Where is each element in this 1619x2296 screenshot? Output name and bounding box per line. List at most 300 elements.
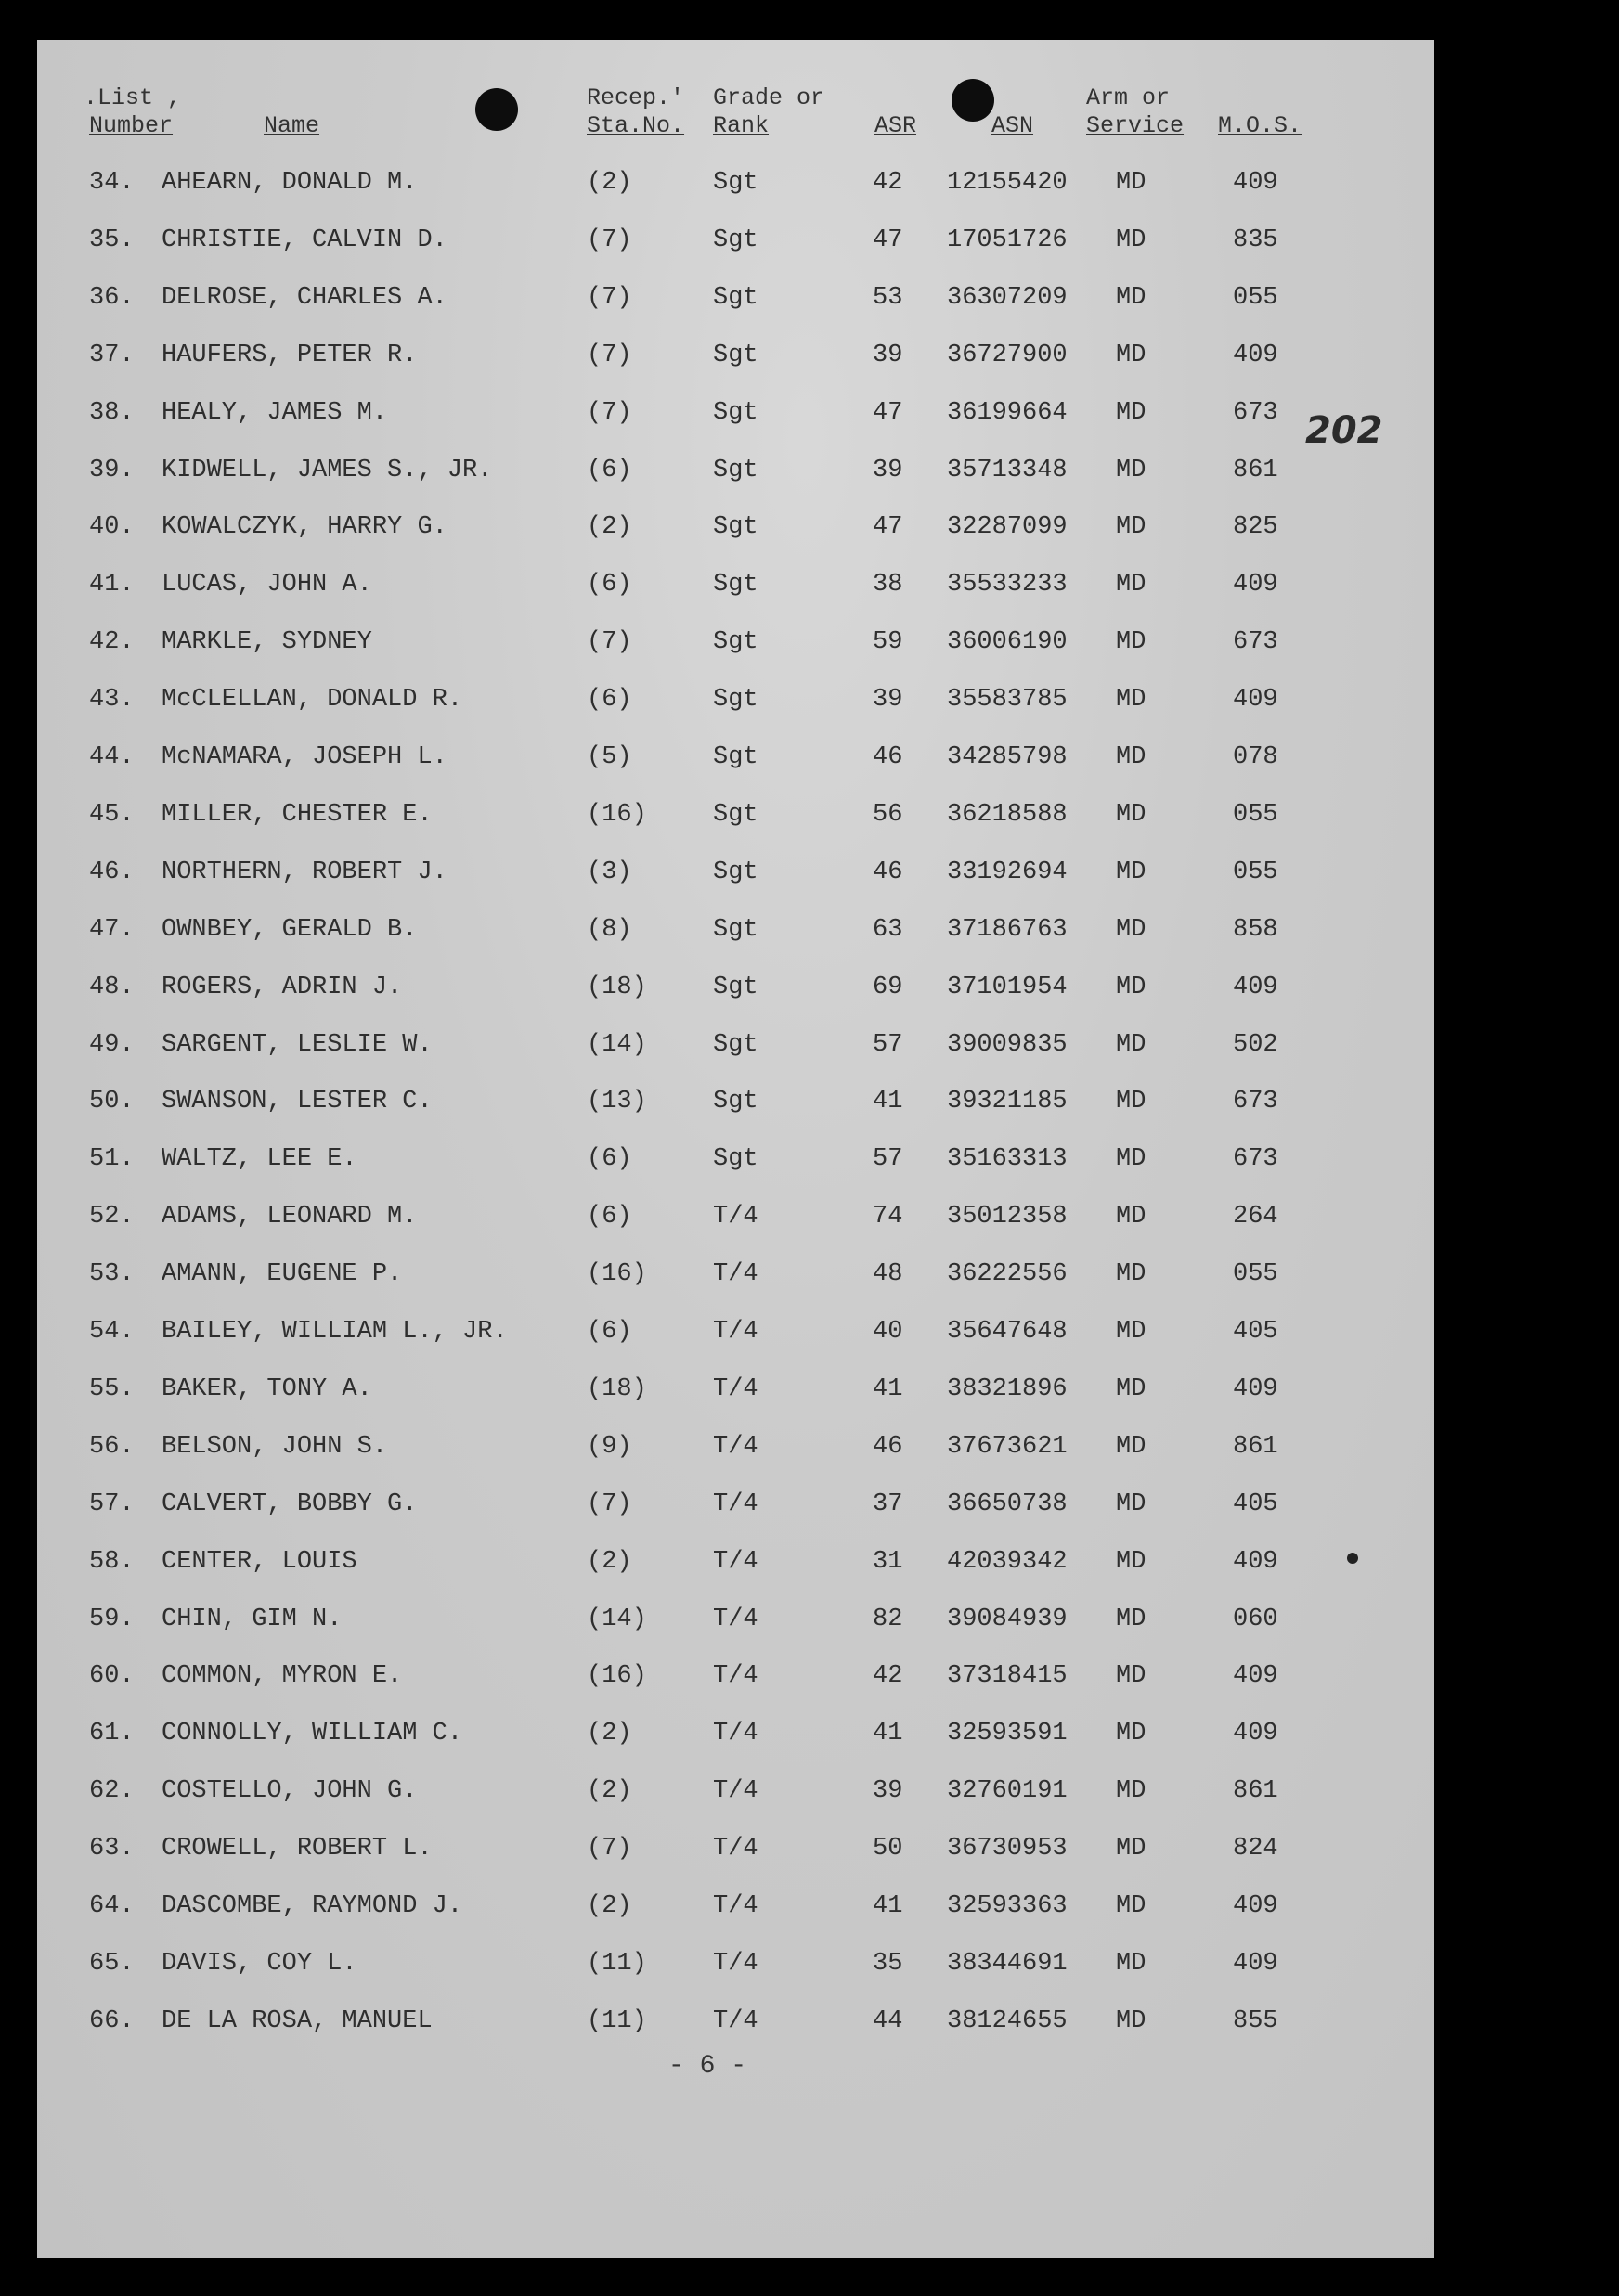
cell-asr: 41 [873,1720,903,1748]
cell-grade: T/4 [713,1318,758,1346]
cell-asn: 17051726 [947,226,1068,254]
cell-num: 58. [89,1547,135,1576]
cell-grade: Sgt [713,686,758,715]
cell-num: 46. [89,858,135,886]
cell-name: CHRISTIE, CALVIN D. [162,226,447,254]
cell-sta: (11) [587,2006,647,2035]
cell-sta: (2) [587,1720,632,1748]
cell-asn: 38321896 [947,1374,1068,1403]
header-mos: M.O.S. [1218,112,1302,139]
cell-grade: Sgt [713,456,758,484]
punch-hole [952,79,994,122]
table-row [37,1313,1434,1350]
cell-asn: 36218588 [947,800,1068,829]
cell-mos: 673 [1233,628,1278,657]
cell-sta: (8) [587,915,632,944]
cell-grade: Sgt [713,226,758,254]
cell-sta: (7) [587,398,632,427]
cell-name: McCLELLAN, DONALD R. [162,686,463,715]
cell-name: DELROSE, CHARLES A. [162,283,447,312]
table-row [37,1026,1434,1064]
cell-asn: 39009835 [947,1030,1068,1059]
cell-asn: 38344691 [947,1949,1068,1978]
cell-sta: (18) [587,973,647,1001]
table-row [37,1256,1434,1293]
cell-asn: 36730953 [947,1835,1068,1864]
cell-arm: MD [1116,1720,1146,1748]
cell-name: CENTER, LOUIS [162,1547,357,1576]
cell-name: DASCOMBE, RAYMOND J. [162,1892,463,1920]
table-row [37,222,1434,259]
cell-asr: 63 [873,915,903,944]
cell-num: 51. [89,1145,135,1174]
cell-sta: (6) [587,1145,632,1174]
cell-asr: 56 [873,800,903,829]
cell-sta: (18) [587,1374,647,1403]
cell-sta: (6) [587,571,632,600]
cell-asr: 42 [873,1662,903,1691]
cell-mos: 078 [1233,743,1278,771]
header-recep-line1: Recep.' [587,84,685,111]
cell-sta: (6) [587,1318,632,1346]
cell-grade: T/4 [713,1374,758,1403]
cell-arm: MD [1116,1088,1146,1116]
table-row [37,1945,1434,1982]
table-row [37,1198,1434,1235]
cell-name: CROWELL, ROBERT L. [162,1835,433,1864]
table-row [37,1371,1434,1408]
table-row [37,624,1434,661]
cell-num: 65. [89,1949,135,1978]
cell-arm: MD [1116,915,1146,944]
cell-sta: (2) [587,1892,632,1920]
cell-asn: 33192694 [947,858,1068,886]
table-row [37,1141,1434,1178]
table-row [37,509,1434,546]
cell-grade: Sgt [713,1088,758,1116]
cell-asr: 39 [873,341,903,369]
cell-arm: MD [1116,1892,1146,1920]
cell-grade: Sgt [713,915,758,944]
cell-asn: 35012358 [947,1203,1068,1232]
cell-arm: MD [1116,513,1146,542]
cell-sta: (7) [587,1835,632,1864]
cell-sta: (7) [587,1490,632,1518]
cell-asn: 32287099 [947,513,1068,542]
cell-arm: MD [1116,1374,1146,1403]
cell-asr: 39 [873,686,903,715]
cell-name: DAVIS, COY L. [162,1949,357,1978]
cell-name: CALVERT, BOBBY G. [162,1490,418,1518]
cell-grade: T/4 [713,1949,758,1978]
cell-arm: MD [1116,973,1146,1001]
cell-name: AHEARN, DONALD M. [162,169,418,197]
cell-asr: 44 [873,2006,903,2035]
cell-sta: (13) [587,1088,647,1116]
cell-asr: 57 [873,1030,903,1059]
cell-mos: 409 [1233,341,1278,369]
table-row [37,969,1434,1006]
cell-grade: Sgt [713,743,758,771]
cell-name: HAUFERS, PETER R. [162,341,418,369]
cell-name: McNAMARA, JOSEPH L. [162,743,447,771]
cell-num: 57. [89,1490,135,1518]
cell-arm: MD [1116,1547,1146,1576]
cell-num: 64. [89,1892,135,1920]
cell-arm: MD [1116,169,1146,197]
table-row [37,452,1434,489]
cell-sta: (16) [587,1260,647,1289]
cell-asn: 35647648 [947,1318,1068,1346]
cell-num: 34. [89,169,135,197]
cell-asr: 53 [873,283,903,312]
cell-mos: 409 [1233,571,1278,600]
table-row [37,1830,1434,1867]
table-row [37,279,1434,316]
cell-name: MILLER, CHESTER E. [162,800,433,829]
cell-asr: 50 [873,1835,903,1864]
header-name: Name [264,112,320,139]
cell-name: ADAMS, LEONARD M. [162,1203,418,1232]
ink-spot [1347,1553,1358,1564]
header-recep-line2: Sta.No. [587,112,685,139]
cell-arm: MD [1116,2006,1146,2035]
cell-asr: 69 [873,973,903,1001]
cell-num: 44. [89,743,135,771]
cell-asn: 35533233 [947,571,1068,600]
cell-arm: MD [1116,456,1146,484]
cell-sta: (7) [587,283,632,312]
cell-grade: Sgt [713,341,758,369]
cell-mos: 060 [1233,1605,1278,1633]
cell-asn: 42039342 [947,1547,1068,1576]
cell-arm: MD [1116,1662,1146,1691]
cell-name: BAKER, TONY A. [162,1374,372,1403]
cell-name: DE LA ROSA, MANUEL [162,2006,433,2035]
cell-asr: 47 [873,398,903,427]
cell-asr: 35 [873,1949,903,1978]
cell-asr: 38 [873,571,903,600]
cell-num: 41. [89,571,135,600]
cell-arm: MD [1116,743,1146,771]
cell-sta: (6) [587,686,632,715]
cell-num: 61. [89,1720,135,1748]
cell-name: ROGERS, ADRIN J. [162,973,403,1001]
cell-arm: MD [1116,1835,1146,1864]
cell-num: 62. [89,1777,135,1806]
cell-asr: 48 [873,1260,903,1289]
cell-asn: 32760191 [947,1777,1068,1806]
cell-sta: (7) [587,226,632,254]
cell-asn: 35163313 [947,1145,1068,1174]
cell-asn: 37186763 [947,915,1068,944]
table-row [37,911,1434,948]
cell-asr: 46 [873,1432,903,1461]
cell-name: KIDWELL, JAMES S., JR. [162,456,493,484]
cell-num: 66. [89,2006,135,2035]
table-row [37,566,1434,603]
cell-num: 39. [89,456,135,484]
cell-asr: 59 [873,628,903,657]
cell-asr: 41 [873,1374,903,1403]
table-row [37,394,1434,432]
cell-grade: T/4 [713,1835,758,1864]
table-row [37,1658,1434,1695]
cell-sta: (2) [587,1777,632,1806]
cell-sta: (14) [587,1030,647,1059]
cell-arm: MD [1116,1432,1146,1461]
cell-sta: (9) [587,1432,632,1461]
cell-grade: Sgt [713,1030,758,1059]
table-row [37,1083,1434,1120]
cell-mos: 502 [1233,1030,1278,1059]
cell-mos: 824 [1233,1835,1278,1864]
table-row [37,1715,1434,1752]
cell-mos: 835 [1233,226,1278,254]
cell-arm: MD [1116,858,1146,886]
cell-name: AMANN, EUGENE P. [162,1260,403,1289]
table-row [37,681,1434,718]
cell-grade: T/4 [713,1203,758,1232]
cell-asr: 31 [873,1547,903,1576]
cell-name: SWANSON, LESTER C. [162,1088,433,1116]
cell-name: COMMON, MYRON E. [162,1662,403,1691]
cell-grade: T/4 [713,1662,758,1691]
cell-mos: 861 [1233,456,1278,484]
cell-num: 63. [89,1835,135,1864]
cell-sta: (6) [587,1203,632,1232]
cell-num: 40. [89,513,135,542]
cell-grade: T/4 [713,1547,758,1576]
table-row [37,1888,1434,1925]
cell-mos: 409 [1233,1547,1278,1576]
header-list-number-line1: .List , [84,84,182,111]
cell-asr: 57 [873,1145,903,1174]
cell-asn: 32593363 [947,1892,1068,1920]
cell-name: CHIN, GIM N. [162,1605,343,1633]
cell-arm: MD [1116,1605,1146,1633]
cell-sta: (3) [587,858,632,886]
cell-arm: MD [1116,800,1146,829]
cell-grade: Sgt [713,169,758,197]
cell-asr: 39 [873,456,903,484]
cell-num: 52. [89,1203,135,1232]
cell-num: 55. [89,1374,135,1403]
cell-asn: 36222556 [947,1260,1068,1289]
cell-mos: 861 [1233,1777,1278,1806]
header-grade-line1: Grade or [713,84,825,111]
cell-name: COSTELLO, JOHN G. [162,1777,418,1806]
cell-asn: 36727900 [947,341,1068,369]
cell-asn: 34285798 [947,743,1068,771]
table-row [37,1773,1434,1810]
cell-sta: (11) [587,1949,647,1978]
cell-grade: Sgt [713,1145,758,1174]
cell-name: LUCAS, JOHN A. [162,571,372,600]
cell-arm: MD [1116,341,1146,369]
cell-asn: 38124655 [947,2006,1068,2035]
table-row [37,2003,1434,2040]
cell-asn: 39084939 [947,1605,1068,1633]
cell-mos: 858 [1233,915,1278,944]
cell-sta: (7) [587,628,632,657]
cell-asr: 37 [873,1490,903,1518]
cell-mos: 409 [1233,973,1278,1001]
cell-mos: 861 [1233,1432,1278,1461]
cell-num: 56. [89,1432,135,1461]
cell-asn: 36307209 [947,283,1068,312]
cell-name: CONNOLLY, WILLIAM C. [162,1720,463,1748]
cell-mos: 673 [1233,1088,1278,1116]
cell-asr: 42 [873,169,903,197]
cell-arm: MD [1116,283,1146,312]
cell-asr: 74 [873,1203,903,1232]
cell-name: WALTZ, LEE E. [162,1145,357,1174]
cell-num: 42. [89,628,135,657]
cell-mos: 055 [1233,283,1278,312]
cell-arm: MD [1116,1145,1146,1174]
cell-asn: 37673621 [947,1432,1068,1461]
cell-mos: 409 [1233,1374,1278,1403]
document-page [37,40,1434,2258]
cell-asn: 37318415 [947,1662,1068,1691]
cell-sta: (6) [587,456,632,484]
cell-arm: MD [1116,1777,1146,1806]
cell-num: 48. [89,973,135,1001]
cell-grade: T/4 [713,2006,758,2035]
handwritten-page-annotation: 202 [1305,409,1383,452]
table-row [37,796,1434,833]
cell-sta: (2) [587,169,632,197]
header-asn: ASN [991,112,1034,139]
cell-arm: MD [1116,1490,1146,1518]
cell-asn: 36006190 [947,628,1068,657]
table-row [37,1601,1434,1638]
table-row [37,164,1434,201]
cell-grade: Sgt [713,800,758,829]
cell-name: OWNBEY, GERALD B. [162,915,418,944]
cell-asn: 35583785 [947,686,1068,715]
cell-asn: 39321185 [947,1088,1068,1116]
page-number: - 6 - [668,2052,747,2081]
punch-hole [475,88,518,131]
cell-num: 49. [89,1030,135,1059]
cell-grade: Sgt [713,628,758,657]
cell-arm: MD [1116,226,1146,254]
cell-asr: 47 [873,513,903,542]
cell-grade: T/4 [713,1720,758,1748]
cell-asr: 82 [873,1605,903,1633]
cell-sta: (14) [587,1605,647,1633]
cell-asr: 46 [873,743,903,771]
cell-mos: 409 [1233,1949,1278,1978]
cell-name: BAILEY, WILLIAM L., JR. [162,1318,508,1346]
cell-mos: 409 [1233,686,1278,715]
header-grade-line2: Rank [713,112,770,139]
cell-sta: (5) [587,743,632,771]
cell-num: 59. [89,1605,135,1633]
cell-grade: T/4 [713,1777,758,1806]
cell-num: 43. [89,686,135,715]
cell-num: 35. [89,226,135,254]
cell-asr: 41 [873,1892,903,1920]
cell-mos: 673 [1233,398,1278,427]
cell-grade: Sgt [713,973,758,1001]
cell-grade: T/4 [713,1432,758,1461]
cell-sta: (16) [587,800,647,829]
cell-num: 38. [89,398,135,427]
cell-asr: 47 [873,226,903,254]
cell-arm: MD [1116,1318,1146,1346]
cell-name: NORTHERN, ROBERT J. [162,858,447,886]
cell-grade: T/4 [713,1605,758,1633]
cell-grade: Sgt [713,571,758,600]
header-asr: ASR [874,112,917,139]
cell-name: MARKLE, SYDNEY [162,628,372,657]
cell-arm: MD [1116,571,1146,600]
cell-mos: 405 [1233,1318,1278,1346]
cell-name: HEALY, JAMES M. [162,398,388,427]
header-list-number-line2: Number [89,112,174,139]
cell-grade: Sgt [713,513,758,542]
cell-arm: MD [1116,628,1146,657]
cell-mos: 825 [1233,513,1278,542]
cell-sta: (2) [587,513,632,542]
cell-asr: 41 [873,1088,903,1116]
cell-mos: 264 [1233,1203,1278,1232]
cell-mos: 409 [1233,169,1278,197]
cell-arm: MD [1116,398,1146,427]
table-row [37,1543,1434,1580]
cell-arm: MD [1116,1949,1146,1978]
cell-sta: (16) [587,1662,647,1691]
table-row [37,739,1434,776]
cell-asr: 46 [873,858,903,886]
cell-asr: 40 [873,1318,903,1346]
cell-grade: Sgt [713,398,758,427]
cell-asn: 36199664 [947,398,1068,427]
cell-num: 47. [89,915,135,944]
cell-mos: 055 [1233,800,1278,829]
cell-asn: 37101954 [947,973,1068,1001]
cell-num: 45. [89,800,135,829]
cell-mos: 409 [1233,1662,1278,1691]
cell-num: 37. [89,341,135,369]
cell-num: 54. [89,1318,135,1346]
table-row [37,1428,1434,1465]
header-arm-line1: Arm or [1086,84,1171,111]
table-row [37,1486,1434,1523]
cell-mos: 055 [1233,1260,1278,1289]
table-row [37,337,1434,374]
cell-asn: 32593591 [947,1720,1068,1748]
cell-num: 36. [89,283,135,312]
cell-asn: 35713348 [947,456,1068,484]
cell-sta: (7) [587,341,632,369]
cell-arm: MD [1116,1203,1146,1232]
cell-num: 50. [89,1088,135,1116]
cell-grade: Sgt [713,283,758,312]
cell-asn: 36650738 [947,1490,1068,1518]
cell-mos: 409 [1233,1892,1278,1920]
cell-num: 53. [89,1260,135,1289]
cell-grade: T/4 [713,1490,758,1518]
cell-arm: MD [1116,1030,1146,1059]
cell-asn: 12155420 [947,169,1068,197]
header-arm-line2: Service [1086,112,1185,139]
cell-grade: T/4 [713,1892,758,1920]
cell-arm: MD [1116,686,1146,715]
